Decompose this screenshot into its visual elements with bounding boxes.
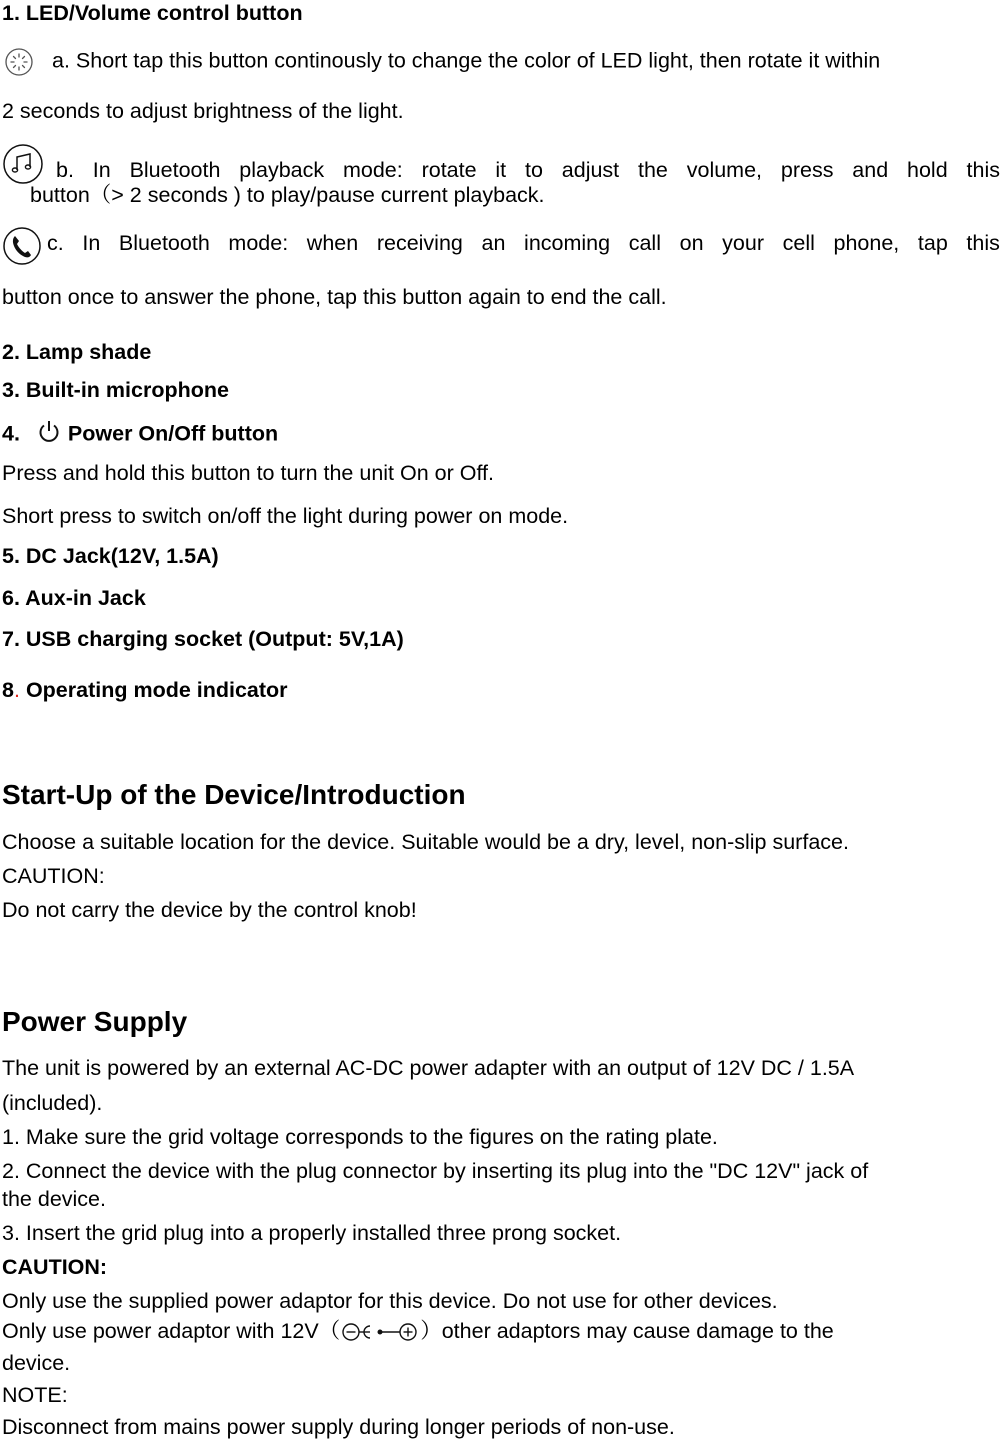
power-note-line: Disconnect from mains power supply during longer periods of non-use. [2, 1415, 675, 1439]
heading-startup: Start-Up of the Device/Introduction [2, 779, 466, 810]
power-caution: CAUTION: [2, 1255, 108, 1279]
item-label: Power On/Off button [67, 421, 279, 446]
word: In [92, 158, 111, 182]
word: this [966, 231, 1000, 255]
power-step-2-cont: the device. [2, 1187, 106, 1211]
word: the [638, 158, 668, 182]
word: and [852, 158, 889, 182]
word: mode: [228, 231, 289, 255]
power-caution-line-2 [2, 1318, 834, 1344]
power-icon [36, 419, 62, 445]
phone-icon [2, 226, 42, 266]
word: cell [782, 231, 815, 255]
word: b. [56, 158, 74, 182]
startup-line-3: Do not carry the device by the control knob! [2, 898, 417, 922]
instruction-c-line1 [47, 230, 1000, 256]
item-power-button [2, 419, 278, 451]
word: volume, [686, 158, 763, 182]
startup-caution: CAUTION: [2, 864, 105, 888]
item-microphone: 3. Built-in microphone [2, 378, 229, 402]
word: Bluetooth [129, 158, 221, 182]
word: incoming [524, 231, 611, 255]
power-line-2: (included). [2, 1091, 103, 1115]
instruction-a-line2: 2 seconds to adjust brightness of the light. [2, 99, 404, 123]
item-label: Operating mode indicator [25, 678, 288, 702]
word: it [495, 158, 507, 182]
instruction-b-line1 [56, 157, 1000, 183]
power-step-2: 2. Connect the device with the plug connector by inserting its plug into the "DC 12V" jack of [2, 1159, 869, 1183]
text: Only use power adaptor with 12V（ [2, 1319, 341, 1343]
item-dc-jack: 5. DC Jack(12V, 1.5A) [2, 544, 219, 568]
instruction-b-line2: button（> 2 seconds ) to play/pause current playback. [30, 183, 545, 207]
instruction-c-line2: button once to answer the phone, tap this button again to end the call. [2, 285, 667, 309]
section-title-led-volume: 1. LED/Volume control button [2, 1, 303, 25]
heading-power-supply: Power Supply [2, 1006, 188, 1037]
word: mode: [342, 158, 403, 182]
word: receiving [376, 231, 463, 255]
word: your [722, 231, 764, 255]
music-note-icon [2, 143, 44, 185]
word: to [525, 158, 543, 182]
item-number: 4. [2, 421, 20, 446]
word: c. [47, 231, 64, 255]
item-mode-indicator [2, 677, 288, 703]
word: press [780, 158, 834, 182]
word: when [306, 231, 359, 255]
word: tap [917, 231, 948, 255]
instruction-a-line1: a. Short tap this button continously to change the color of LED light, then rotate it within [52, 48, 881, 73]
item-lamp-shade: 2. Lamp shade [2, 340, 152, 364]
word: In [82, 231, 101, 255]
power-caution-line-1: Only use the supplied power adaptor for this device. Do not use for other devices. [2, 1289, 778, 1313]
item-aux-jack: 6. Aux-in Jack [2, 586, 146, 610]
item-dot: . [13, 678, 20, 702]
word: on [679, 231, 704, 255]
item-number: 8 [2, 678, 14, 702]
power-line-1: The unit is powered by an external AC-DC power adapter with an output of 12V DC / 1.5A [2, 1056, 855, 1080]
power-caution-line-3: device. [2, 1351, 71, 1375]
power-button-desc-2: Short press to switch on/off the light during power on mode. [2, 504, 569, 528]
word: adjust [561, 158, 620, 182]
word: an [481, 231, 506, 255]
power-button-desc-1: Press and hold this button to turn the unit On or Off. [2, 461, 495, 485]
word: this [966, 158, 1000, 182]
led-light-icon [4, 47, 34, 77]
dc-polarity-icon [340, 1321, 420, 1343]
item-usb-socket: 7. USB charging socket (Output: 5V,1A) [2, 627, 404, 651]
led-instruction-a [2, 47, 880, 77]
word: playback [239, 158, 325, 182]
word: rotate [421, 158, 477, 182]
word: phone, [833, 231, 900, 255]
power-step-1: 1. Make sure the grid voltage corresponds to the figures on the rating plate. [2, 1125, 718, 1149]
power-note: NOTE: [2, 1383, 68, 1407]
power-step-3: 3. Insert the grid plug into a properly installed three prong socket. [2, 1221, 622, 1245]
word: hold [907, 158, 948, 182]
word: call [628, 231, 661, 255]
text: ）other adaptors may cause damage to the [420, 1319, 834, 1343]
word: Bluetooth [118, 231, 210, 255]
startup-line-1: Choose a suitable location for the device. Suitable would be a dry, level, non-slip surface. [2, 830, 849, 854]
